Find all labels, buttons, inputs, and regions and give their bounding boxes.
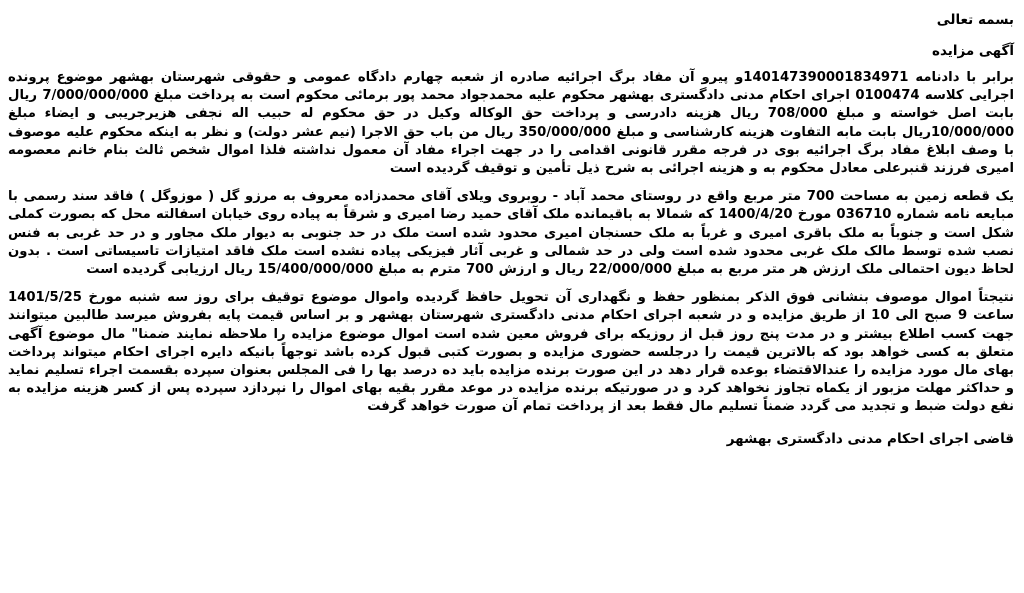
paragraph-judgment: برابر با دادنامه 140147390001834971و پیرو آن مفاد برگ اجرائیه صادره از شعبه چهارم دادگاه عمومی و حقوقی شهرستان بهشهر موضوع پرونده اجرایی کلاسه 0100474 اجرای احکام مدنی دادگستری بهشهر محکوم علیه محمدجواد محمد پور برمائی محکوم است به پرداخت مبلغ 7/000/000/000 ریال بابت اصل خواسته و مبلغ 708/000 ریال هزینه دادرسی و پرداخت حق الوکاله وکیل در حق محکوم له حبیب اله نجفی هزیرجریبی و ایضاء مبلغ 10/000/000ریال بابت مابه التفاوت هزینه کارشناسی و مبلغ 350/000/000 ریال من باب حق الاجرا (نیم عشر دولت) و نظر به اینکه محکوم علیه موصوف با وصف ابلاغ مفاد برگ اجرائیه بوی در فرجه مقرر قانونی اقدامی را در جهت اجراء مفاد آن معمول نداشته فلذا اموال شخص ثالث بنام خانم معصومه امیری فرزند قنبرعلی معادل محکوم به و هزینه اجرائی به شرح ذیل تأمین و توقیف گردیده است: [8, 70, 1014, 177]
paragraph-auction-terms: نتیجتاً اموال موصوف بنشانی فوق الذکر بمنظور حفظ و نگهداری آن تحویل حافظ گردیده واموال موضوع توقیف برای روز سه شنبه مورخ 1401/5/25 ساعت 9 صبح الی 10 از طریق مزایده و در شعبه اجرای احکام مدنی دادگستری شهرستان بهشهر و بر اساس قیمت پایه بفروش میرسد طالبین میتوانند جهت کسب اطلاع بیشتر و در مدت پنج روز قبل از روزیکه برای فروش معین شده است اموال موضوع مزایده را ملاحظه نمایند ضمنا" مال موضوع آگهی متعلق به کسی خواهد بود که بالاترین قیمت را درجلسه حضوری مزایده و بصورت کتبی قبول کرده باشد توجهاً بانیکه دایره اجرای احکام میتواند پرداخت بهای مال مورد مزایده را عندالاقتضاء بوعده قرار دهد در این صورت برنده مزایده باید ده درصد بها را فی المجلس بعنوان سپرده بقسمت اجراء تسلیم نماید و حداکثر مهلت مزبور از یکماه تجاوز نخواهد کرد و در صورتیکه برنده مزایده در موعد مقرر بقیه بهای اموال را نپردازد سپرده پس از کسر هزینه مزایده به نفع دولت ضبط و تجدید می گردد ضمناً تسلیم مال فقط بعد از پرداخت تمام آن صورت خواهد گرفت: [8, 290, 1015, 415]
paragraph-property-description: یک قطعه زمین به مساحت 700 متر مربع واقع در روستای محمد آباد - روبروی ویلای آقای محمدزاده معروف به مرزو گل ( موزوگل ) فاقد سند رسمی با مبایعه نامه شماره 036710 مورخ 1400/4/20 که شمالا به باقیمانده ملک آقای حمید رضا امیری و شرقاً به پیاده روی خیابان اسفالته محل که بصورت کملی شکل است و جنوباً به ملک باقری امیری و غرباً به ملک حسنجان امیری محدود شده است ملک در حد جنوبی به دیوار ملک مجاور و در حد غربی به فنس نصب شده توسط مالک ملک غربی محدود شده است ولی در حد شمالی و غربی آثار فیزیکی پیاده نشده است ملک فاقد امتیازات تاسیساتی است . بدون لحاظ دیون احتمالی ملک ارزش هر متر مربع به مبلغ 22/000/000 ریال و ارزش 700 مترم به مبلغ 15/400/000/000 ریال ارزیابی گردیده است: [8, 189, 1015, 278]
title-line: بسمه تعالی: [936, 12, 1014, 28]
signature-line: قاضی اجرای احکام مدنی دادگستری بهشهر: [726, 430, 1014, 447]
notice-title: آگهی مزایده: [932, 43, 1014, 59]
